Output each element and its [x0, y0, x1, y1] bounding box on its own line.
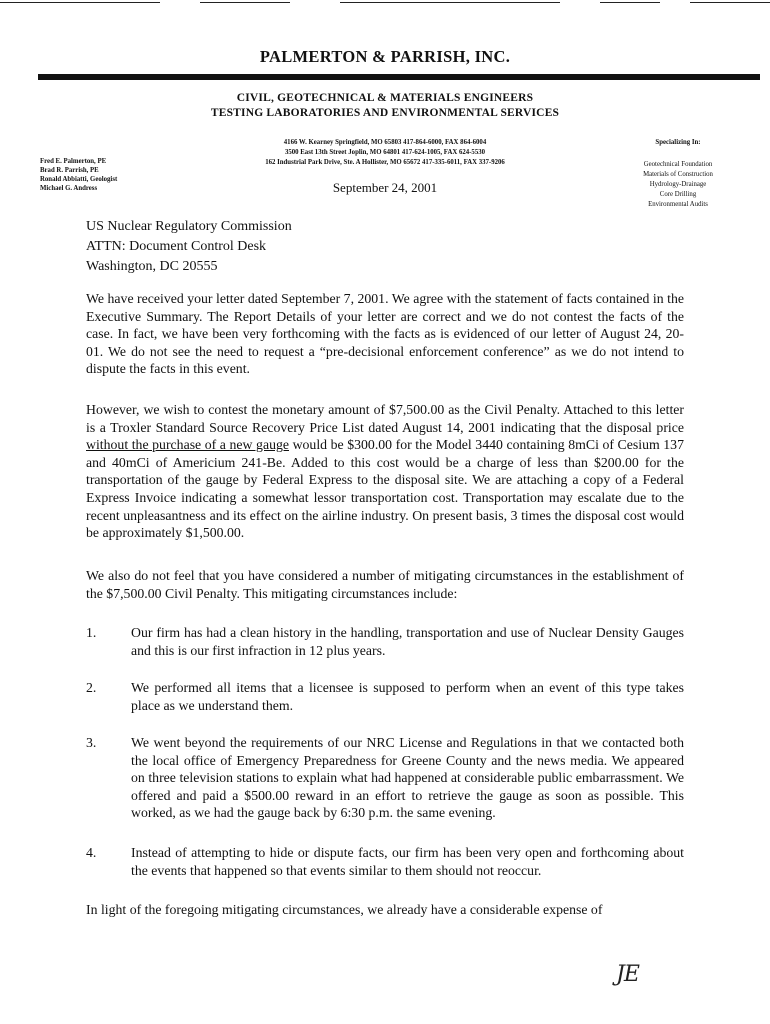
specialty: Core Drilling: [659, 191, 697, 198]
paragraph-2-start: However, we wish to contest the monetary amount of $7,500.00 as the Civil Penalty. Attached to this letter is a Troxler Standard Source Recovery Price List dated August 14, 2001 indicating that the disposal price: [86, 402, 684, 435]
principal-name: Fred E. Palmerton, PE: [40, 158, 107, 165]
paragraph-2: [86, 401, 684, 542]
letterhead-line-1: CIVIL, GEOTECHNICAL & MATERIALS ENGINEERS: [236, 92, 534, 104]
list-number: 2.: [86, 680, 97, 695]
recipient-line: US Nuclear Regulatory Commission: [86, 219, 292, 234]
recipient-address: [86, 217, 292, 277]
specialty: Geotechnical Foundation: [643, 161, 713, 168]
scan-artifact-line: [340, 2, 560, 3]
letterhead-rule: [38, 74, 760, 80]
office-address: 4166 W. Kearney Springfield, MO 65803 417-864-6000, FAX 864-6004: [283, 139, 487, 146]
list-text: Our firm has had a clean history in the handling, transportation and use of Nuclear Density Gauges and this is our first infraction in 12 plus years.: [131, 625, 684, 658]
principal-name: Ronald Abbiatti, Geologist: [40, 176, 118, 183]
principal-name: Michael G. Andress: [40, 185, 98, 192]
specialty: Hydrology-Drainage: [649, 181, 707, 188]
list-number: 4.: [86, 845, 97, 860]
handwritten-initials: JE: [616, 962, 639, 987]
list-text: We performed all items that a licensee is supposed to perform when an event of this type takes place as we understand them.: [131, 680, 684, 713]
paragraph-1: We have received your letter dated September 7, 2001. We agree with the statement of facts contained in the Executive Summary. The Report Details of your letter are correct and we do not contest the facts of the case. In fact, we have been very forthcoming with the facts as is evidenced of our letter of August 24, 20-01. We do not see the need to request a “pre-decisional enforcement conference” as we do not intend to dispute the facts in this event.: [86, 291, 684, 377]
scan-artifact-line: [0, 2, 160, 3]
principal-name: Brad R. Parrish, PE: [40, 167, 99, 174]
scan-artifact-line: [600, 2, 660, 3]
paragraph-3: We also do not feel that you have considered a number of mitigating circumstances in the establishment of the $7,500.00 Civil Penalty. This mitigating circumstances include:: [86, 568, 684, 601]
list-number: 1.: [86, 625, 97, 640]
scan-artifact-line: [200, 2, 290, 3]
paragraph-2-underlined: without the purchase of a new gauge: [86, 437, 289, 453]
recipient-line: ATTN: Document Control Desk: [86, 239, 267, 254]
paragraph-last: In light of the foregoing mitigating circumstances, we already have a considerable expense of: [86, 902, 603, 917]
specializing-heading: Specializing In:: [655, 139, 701, 146]
specialty: Environmental Audits: [648, 201, 708, 208]
recipient-line: Washington, DC 20555: [86, 259, 218, 274]
scan-artifact-line: [690, 2, 770, 3]
letterhead-line-2: TESTING LABORATORIES AND ENVIRONMENTAL SERVICES: [210, 107, 560, 119]
letter-date: September 24, 2001: [332, 180, 438, 195]
list-text: Instead of attempting to hide or dispute facts, our firm has been very open and forthcoming about the events that happened so that events similar to them should not reoccur.: [131, 845, 684, 878]
list-text: We went beyond the requirements of our NRC License and Regulations in that we contacted both the local office of Emergency Preparedness for Greene County and the news media. We appeared on three television stations to explain what had happened at considerable public embarrassment. We offered and paid a $500.00 reward in an effort to retrieve the gauge as soon as possible. This worked, as we had the gauge back by 6:30 p.m. the same evening.: [131, 735, 684, 821]
list-number: 3.: [86, 735, 97, 750]
specialty: Materials of Construction: [643, 171, 713, 178]
company-name: PALMERTON & PARRISH, INC.: [259, 47, 511, 66]
paragraph-2-end: would be $300.00 for the Model 3440 containing 8mCi of Cesium 137 and 40mCi of Americium 241-Be. Added to this cost would be a charge of less than $200.00 for the transportation of the gauge by Federal Express to the disposal site. We are attaching a copy of a Federal Express Invoice indicating a somewhat lessor transportation cost. Transportation may escalate due to the recent unpleasantness and its effect on the airline industry. On present basis, 3 times the disposal cost would be approximately $1,500.00.: [86, 437, 684, 541]
office-address: 3500 East 13th Street Joplin, MO 64801 417-624-1005, FAX 624-5530: [284, 149, 486, 156]
specializing-list: [618, 138, 738, 210]
office-address: 162 Industrial Park Drive, Ste. A Hollister, MO 65672 417-335-6011, FAX 337-9206: [265, 159, 505, 166]
